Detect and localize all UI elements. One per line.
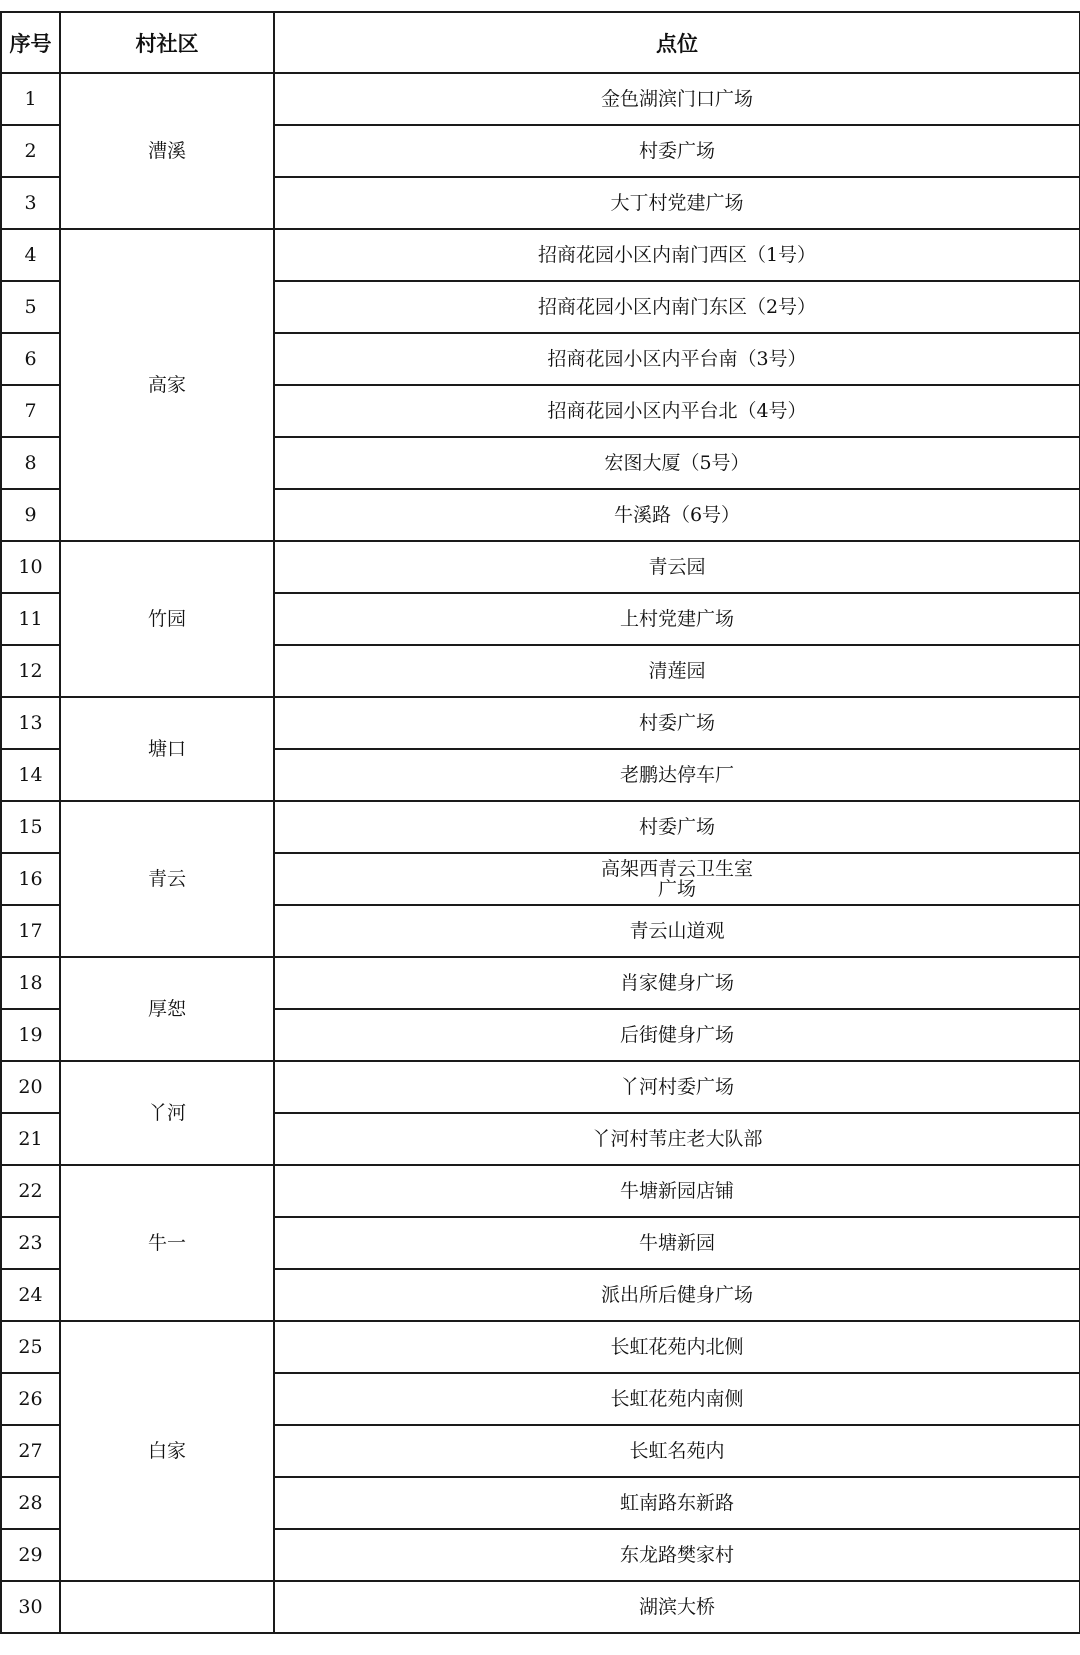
table-row (1, 541, 1080, 593)
location-cell: 村委广场 (274, 801, 1080, 853)
header-village: 村社区 (60, 12, 274, 73)
location-cell: 湖滨大桥 (274, 1581, 1080, 1633)
row-index: 22 (1, 1165, 60, 1217)
village-cell: 厚恕 (60, 957, 274, 1061)
row-index: 29 (1, 1529, 60, 1581)
location-cell: 村委广场 (274, 697, 1080, 749)
location-cell: 老鹏达停车厂 (274, 749, 1080, 801)
village-cell: 漕溪 (60, 73, 274, 229)
location-cell: 肖家健身广场 (274, 957, 1080, 1009)
location-cell: 招商花园小区内平台北（4号） (274, 385, 1080, 437)
table-row (1, 1321, 1080, 1373)
row-index: 11 (1, 593, 60, 645)
row-index: 30 (1, 1581, 60, 1633)
row-index: 3 (1, 177, 60, 229)
header-index: 序号 (1, 12, 60, 73)
row-index: 20 (1, 1061, 60, 1113)
location-cell: 招商花园小区内平台南（3号） (274, 333, 1080, 385)
location-cell: 后街健身广场 (274, 1009, 1080, 1061)
village-cell: 白家 (60, 1321, 274, 1581)
location-cell: 村委广场 (274, 125, 1080, 177)
location-cell: 青云山道观 (274, 905, 1080, 957)
header-row (1, 12, 1080, 73)
row-index: 17 (1, 905, 60, 957)
row-index: 6 (1, 333, 60, 385)
row-index: 27 (1, 1425, 60, 1477)
table-row (1, 1581, 1080, 1633)
row-index: 25 (1, 1321, 60, 1373)
table-row (1, 697, 1080, 749)
location-cell: 丫河村苇庄老大队部 (274, 1113, 1080, 1165)
location-cell: 青云园 (274, 541, 1080, 593)
row-index: 23 (1, 1217, 60, 1269)
village-cell (60, 1581, 274, 1633)
table-row (1, 1061, 1080, 1113)
table-row (1, 229, 1080, 281)
location-table (0, 11, 1080, 1634)
village-cell: 牛一 (60, 1165, 274, 1321)
location-cell: 大丁村党建广场 (274, 177, 1080, 229)
row-index: 8 (1, 437, 60, 489)
location-cell: 东龙路樊家村 (274, 1529, 1080, 1581)
row-index: 10 (1, 541, 60, 593)
village-cell: 高家 (60, 229, 274, 541)
location-cell: 牛溪路（6号） (274, 489, 1080, 541)
row-index: 7 (1, 385, 60, 437)
row-index: 12 (1, 645, 60, 697)
location-cell: 招商花园小区内南门东区（2号） (274, 281, 1080, 333)
row-index: 18 (1, 957, 60, 1009)
location-cell: 派出所后健身广场 (274, 1269, 1080, 1321)
row-index: 28 (1, 1477, 60, 1529)
table-row (1, 73, 1080, 125)
row-index: 15 (1, 801, 60, 853)
village-cell: 竹园 (60, 541, 274, 697)
table-row (1, 957, 1080, 1009)
row-index: 5 (1, 281, 60, 333)
row-index: 19 (1, 1009, 60, 1061)
location-cell: 牛塘新园 (274, 1217, 1080, 1269)
location-cell: 丫河村委广场 (274, 1061, 1080, 1113)
row-index: 1 (1, 73, 60, 125)
row-index: 24 (1, 1269, 60, 1321)
village-cell: 丫河 (60, 1061, 274, 1165)
location-cell: 虹南路东新路 (274, 1477, 1080, 1529)
location-cell: 招商花园小区内南门西区（1号） (274, 229, 1080, 281)
row-index: 14 (1, 749, 60, 801)
table-body (1, 73, 1080, 1633)
village-cell: 塘口 (60, 697, 274, 801)
location-cell: 宏图大厦（5号） (274, 437, 1080, 489)
row-index: 13 (1, 697, 60, 749)
row-index: 2 (1, 125, 60, 177)
location-cell: 长虹名苑内 (274, 1425, 1080, 1477)
row-index: 9 (1, 489, 60, 541)
location-cell: 高架西青云卫生室 广场 (274, 853, 1080, 905)
table-row (1, 1165, 1080, 1217)
location-cell: 长虹花苑内南侧 (274, 1373, 1080, 1425)
location-cell: 长虹花苑内北侧 (274, 1321, 1080, 1373)
header-location: 点位 (274, 12, 1080, 73)
row-index: 26 (1, 1373, 60, 1425)
row-index: 4 (1, 229, 60, 281)
row-index: 21 (1, 1113, 60, 1165)
location-cell: 上村党建广场 (274, 593, 1080, 645)
location-cell: 金色湖滨门口广场 (274, 73, 1080, 125)
location-cell: 牛塘新园店铺 (274, 1165, 1080, 1217)
row-index: 16 (1, 853, 60, 905)
table-header (1, 12, 1080, 73)
table-row (1, 801, 1080, 853)
village-cell: 青云 (60, 801, 274, 957)
location-cell: 清莲园 (274, 645, 1080, 697)
